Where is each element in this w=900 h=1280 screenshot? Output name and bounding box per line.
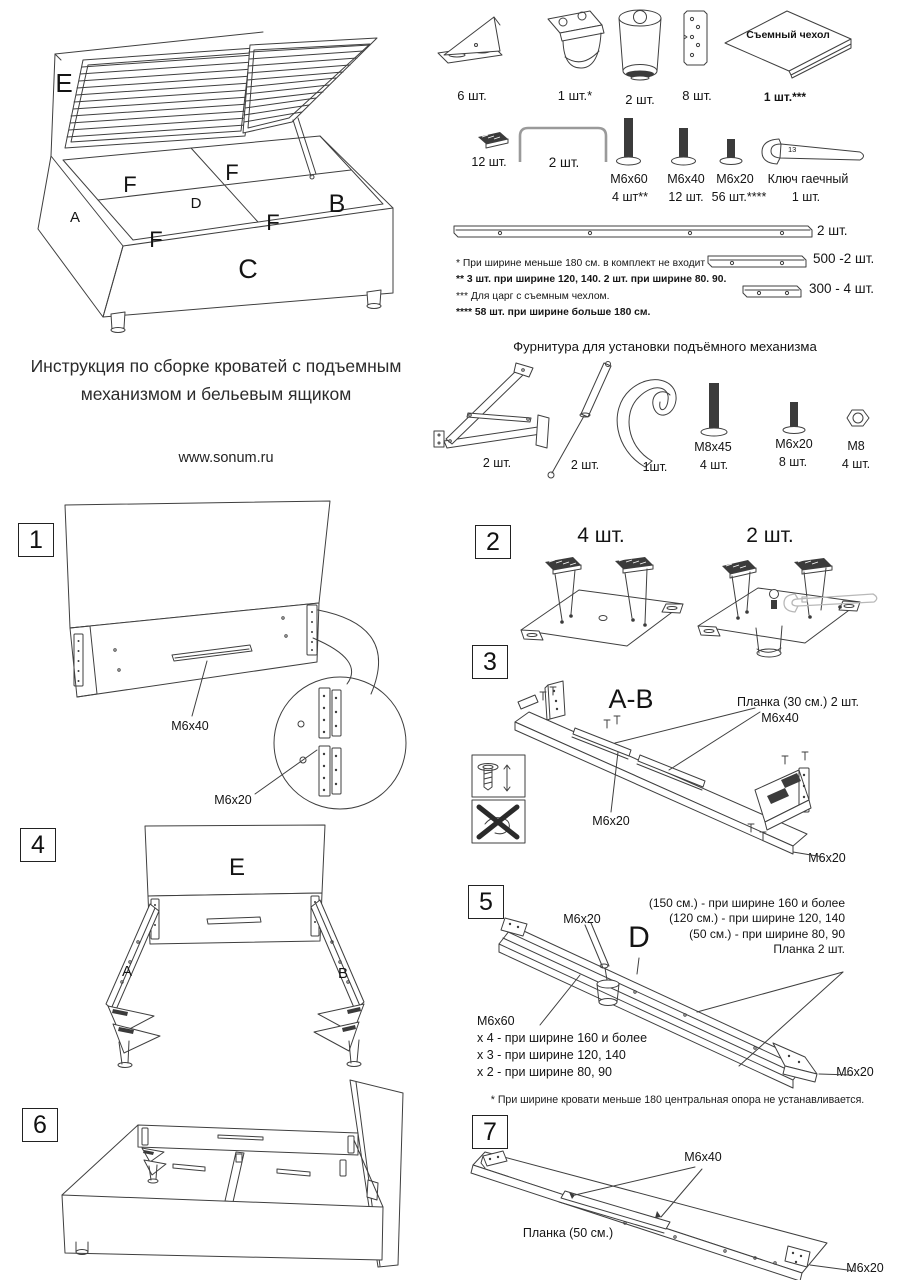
note-3: *** Для царг с съемным чехлом.: [456, 291, 610, 302]
step5-label-m6x20-right: M6x20: [836, 1065, 874, 1079]
qty-wrench: 1 шт.: [791, 190, 821, 204]
title-line-2: механизмом и бельевым ящиком: [80, 384, 352, 404]
qty-mounting-plate: 8 шт.: [682, 88, 712, 103]
page-title: [0, 352, 432, 408]
overview-letter-f2: F: [225, 160, 239, 185]
overview-letter-e: E: [55, 68, 73, 98]
cover-label: Съемный чехол: [746, 29, 830, 41]
label-m6x20-hw: M6x20: [775, 437, 813, 451]
step-3-diagram: [455, 640, 900, 885]
step3-label-m6x20-left: M6x20: [592, 814, 630, 828]
qty-m6x20: 56 шт.****: [711, 190, 767, 204]
leg-icon: [619, 10, 661, 80]
step7-label-m6x20: M6x20: [846, 1261, 884, 1275]
overview-letter-d: D: [190, 195, 202, 212]
bar-500-icon: [708, 256, 806, 267]
parts-row1-icons: [430, 5, 900, 90]
step5-size-line-1: (150 см.) - при ширине 160 и более: [648, 896, 845, 910]
step5-m6x60-line-1: M6x60: [477, 1014, 515, 1028]
title-line-1: Инструкция по сборке кроватей с подъемным: [30, 356, 402, 376]
qty-u-bracket: 2 шт.: [548, 155, 580, 170]
qty-corner-bracket: 6 шт.: [457, 88, 487, 103]
note-1: * При ширине меньше 180 см. в комплект не входит: [456, 258, 706, 269]
step5-m6x60-line-2: x 4 - при ширине 160 и более: [477, 1031, 648, 1045]
step-1-number: 1: [18, 523, 54, 557]
overview-letter-f1: F: [123, 172, 137, 197]
step5-footnote: * При ширине кровати меньше 180 центральная опора не устанавливается.: [490, 1094, 865, 1106]
label-m6x60: M6x60: [610, 172, 648, 186]
step5-size-line-2: (120 см.) - при ширине 120, 140: [669, 911, 845, 926]
overview-letter-f4: F: [149, 227, 163, 252]
step-5-diagram: [455, 880, 900, 1110]
overview-letter-a: A: [69, 209, 81, 226]
long-bar-icon: [454, 226, 812, 237]
step-1-diagram: [55, 498, 445, 828]
step-3-number: 3: [472, 645, 508, 679]
overview-bed-diagram: [15, 8, 435, 343]
cover-icon: [725, 11, 851, 78]
qty-gas-strut: 2 шт.: [570, 458, 600, 472]
overview-letter-f3: F: [266, 210, 280, 235]
qty-pad: 12 шт.: [471, 155, 507, 169]
step-4-number: 4: [20, 828, 56, 862]
overview-letter-c: C: [238, 254, 258, 284]
overview-letter-b: B: [328, 190, 346, 218]
step3-plank-label: Планка (30 см.) 2 шт.: [736, 695, 860, 709]
bolt-m6x20-small-icon: [783, 402, 805, 434]
step7-label-m6x40: M6x40: [684, 1150, 722, 1164]
step1-label-m6x40: M6x40: [171, 719, 209, 733]
lift-mechanism-icon: [434, 363, 549, 448]
step-4-diagram: [18, 820, 438, 1115]
step-2-left-diagram: [515, 552, 690, 652]
qty-leg-bracket: 1 шт.*: [557, 88, 593, 103]
label-m8-nut: M8: [847, 439, 865, 453]
qty-m6x60: 4 шт**: [612, 190, 648, 204]
label-m8x45: M8x45: [694, 440, 732, 454]
bolt-m8x45-icon: [701, 383, 727, 436]
step-6-number: 6: [22, 1108, 58, 1142]
step2-qty-left: 4 шт.: [577, 524, 625, 547]
corner-bracket-icon: [438, 17, 502, 63]
bolt-m6x60-icon: [617, 118, 641, 165]
label-m6x40: M6x40: [667, 172, 705, 186]
step1-label-m6x20: M6x20: [214, 793, 252, 807]
qty-m8-nut: 4 шт.: [841, 457, 871, 471]
qty-lift-mechanism: 2 шт.: [482, 456, 512, 470]
bolt-m6x20-icon: [720, 139, 742, 165]
qty-m6x40: 12 шт.: [668, 190, 704, 204]
step2-qty-right: 2 шт.: [746, 524, 794, 547]
qty-bar-500: 500 -2 шт.: [813, 251, 875, 266]
wrench-icon: [762, 139, 864, 164]
qty-leg: 2 шт.: [625, 92, 655, 107]
step-6-diagram: [18, 1080, 438, 1280]
step3-label-m6x40: M6x40: [761, 711, 799, 725]
step-5-number: 5: [468, 885, 504, 919]
step5-size-line-4: Планка 2 шт.: [773, 941, 845, 956]
step5-size-line-3: (50 см.) - при ширине 80, 90: [689, 926, 845, 941]
qty-bar-300: 300 - 4 шт.: [809, 281, 875, 296]
step3-title: A-B: [608, 684, 654, 714]
step3-label-m6x20-right: M6x20: [808, 851, 846, 865]
qty-strap: 1шт.: [642, 460, 668, 474]
pad-icon: [478, 132, 508, 148]
step7-plank-label: Планка (50 см.): [522, 1226, 614, 1240]
wrench-size-mark: 13: [788, 145, 797, 154]
label-wrench: Ключ гаечный: [767, 172, 849, 186]
nut-m8-icon: [847, 410, 869, 426]
bar-300-icon: [743, 286, 801, 297]
strap-icon: [617, 380, 676, 467]
step5-label-m6x20-top: M6x20: [563, 912, 601, 926]
step-7-diagram: [455, 1105, 900, 1280]
step-7-number: 7: [472, 1115, 508, 1149]
qty-m8x45: 4 шт.: [699, 458, 729, 472]
step4-letter-a: A: [121, 963, 133, 980]
note-2: ** 3 шт. при ширине 120, 140. 2 шт. при ширине 80. 90.: [456, 274, 727, 285]
qty-m6x20-hw: 8 шт.: [778, 455, 808, 469]
lift-hardware-heading: Фурнитура для установки подъёмного механизма: [513, 339, 817, 354]
step5-m6x60-line-3: x 3 - при ширине 120, 140: [477, 1048, 626, 1062]
label-m6x20: M6x20: [716, 172, 754, 186]
website: www.sonum.ru: [178, 450, 274, 466]
step4-letter-e: E: [228, 854, 246, 881]
qty-long-bar: 2 шт.: [817, 223, 848, 238]
qty-cover: 1 шт.***: [763, 90, 807, 104]
bolt-m6x40-icon: [672, 128, 696, 165]
leg-bracket-icon: [548, 11, 604, 68]
note-4: **** 58 шт. при ширине больше 180 см.: [456, 307, 651, 318]
step4-letter-b: B: [337, 965, 349, 982]
step5-m6x60-line-4: x 2 - при ширине 80, 90: [477, 1065, 612, 1079]
step5-letter-d: D: [628, 921, 650, 954]
step-2-number: 2: [475, 525, 511, 559]
mounting-plate-icon: [684, 11, 707, 65]
